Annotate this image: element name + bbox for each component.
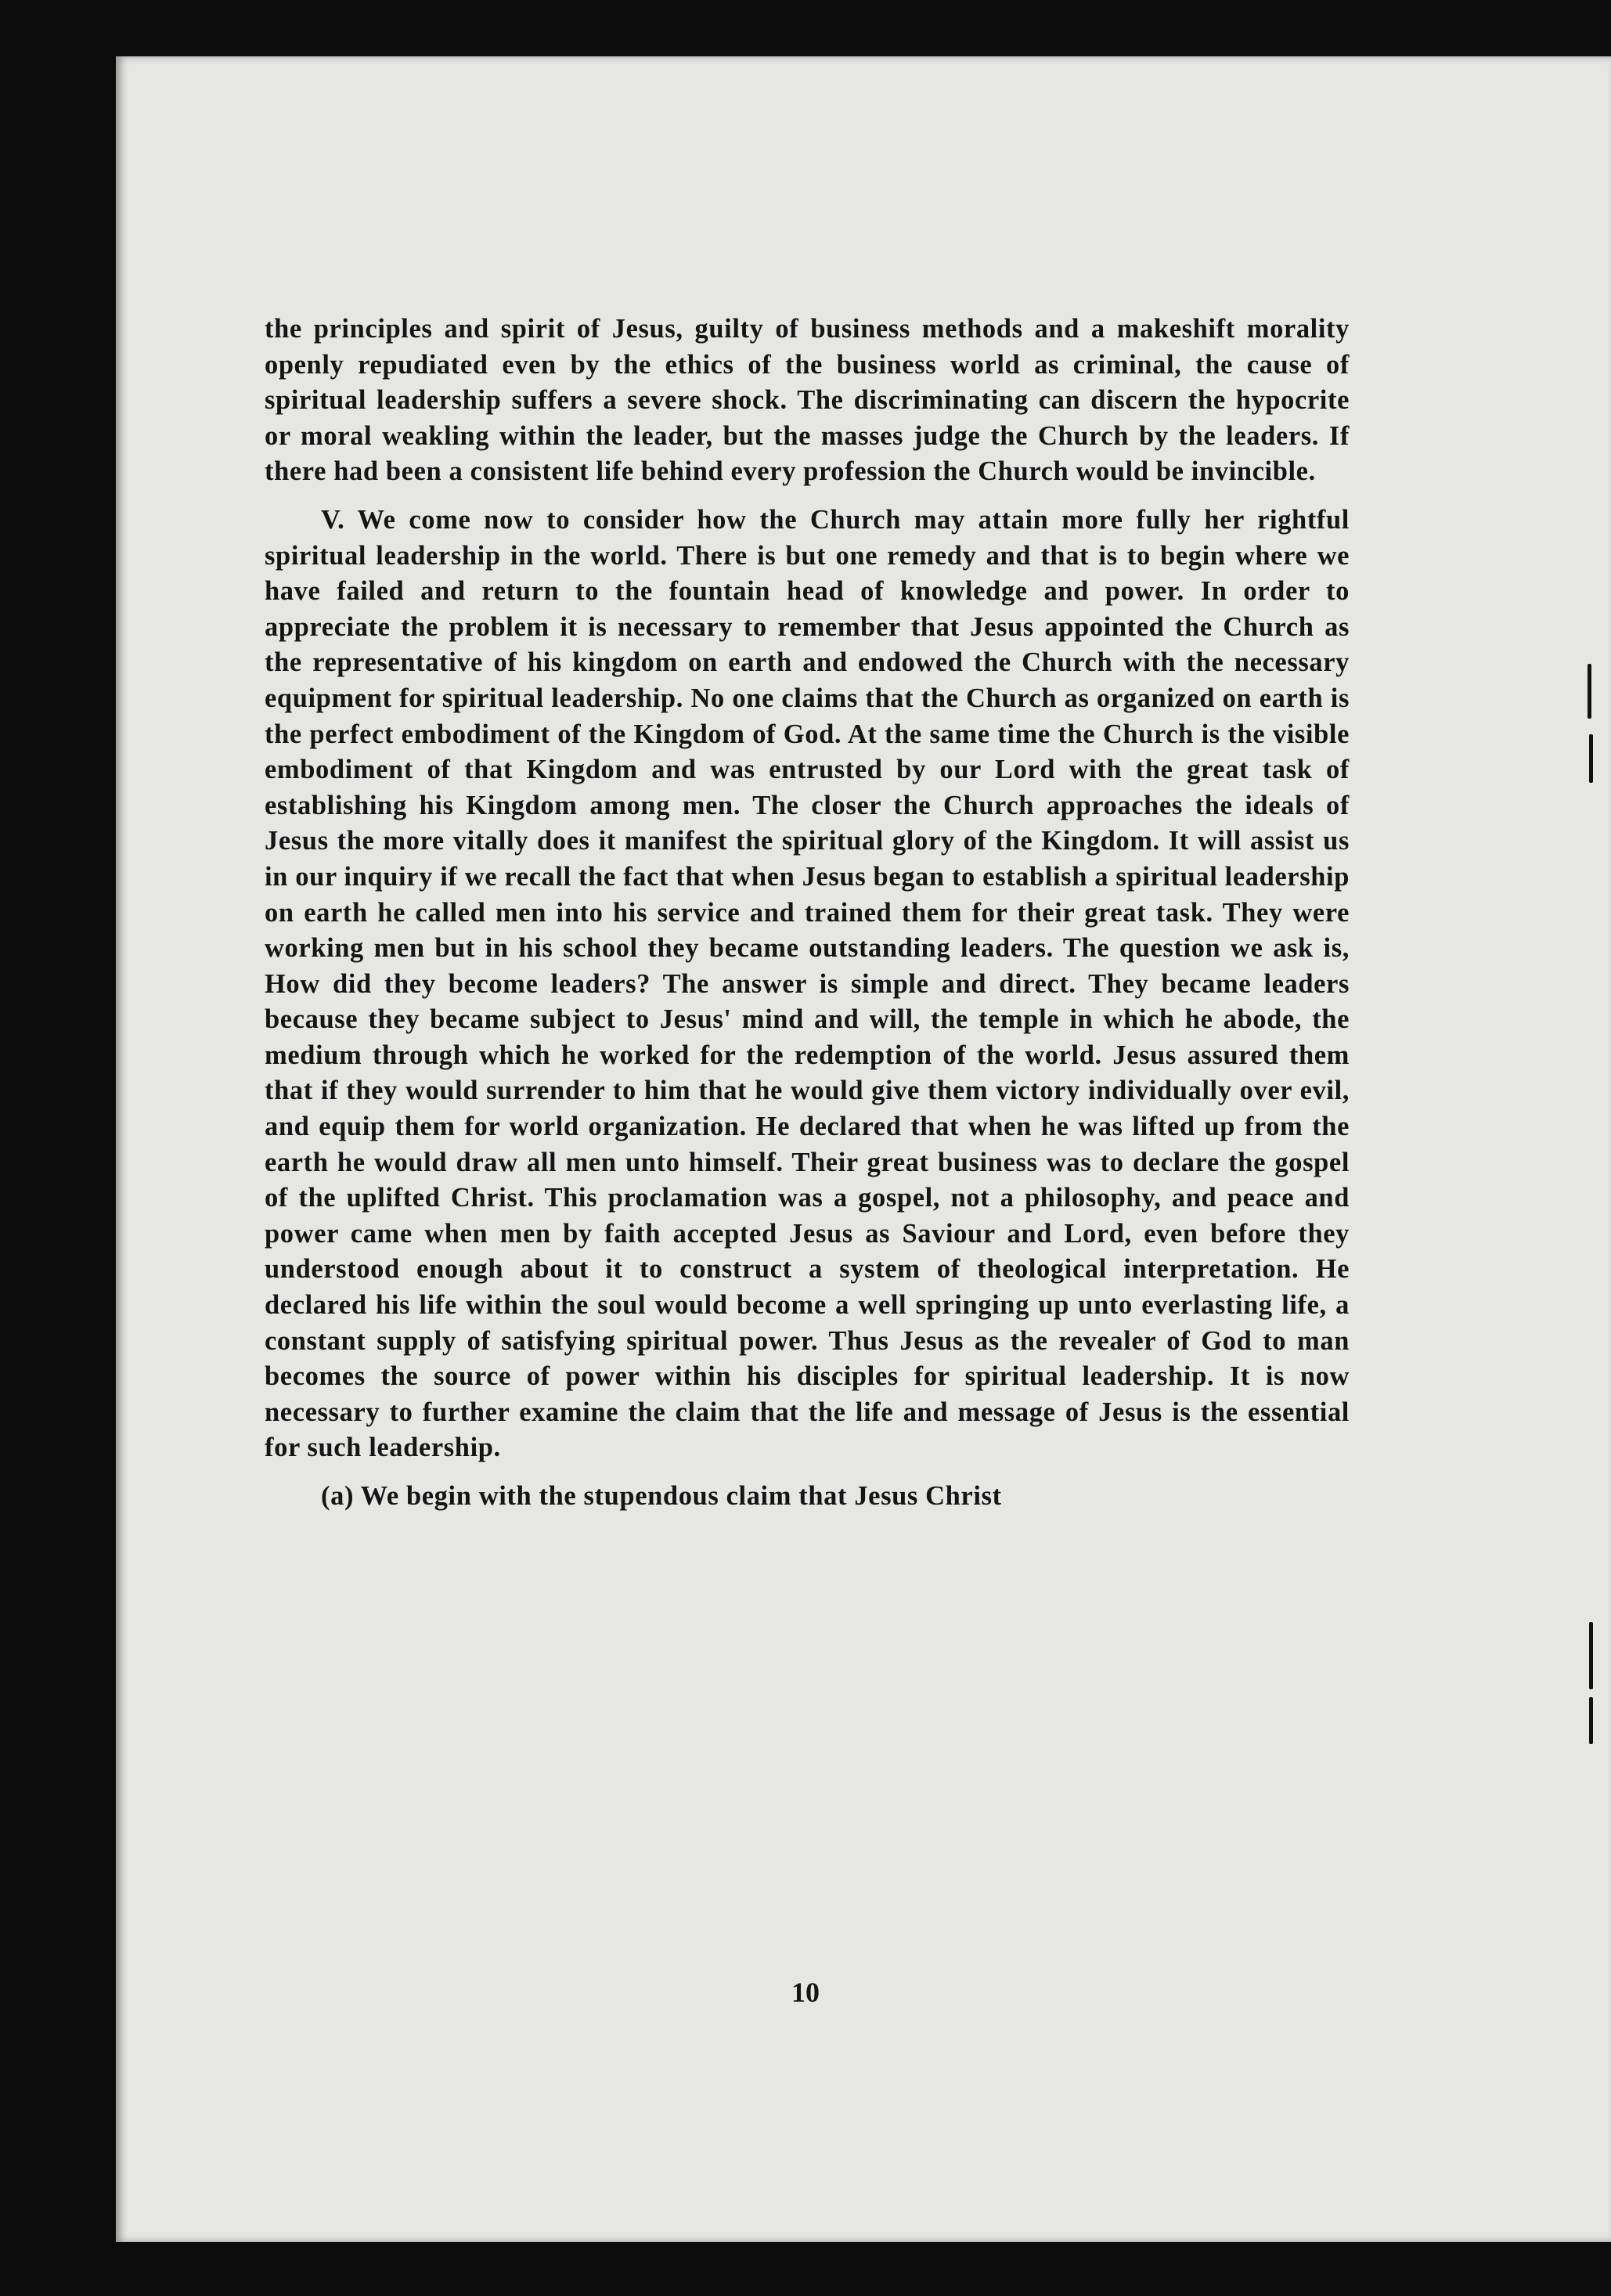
margin-mark [1589,1697,1593,1744]
page-number: 10 [791,1977,820,2008]
paragraph-a: (a) We begin with the stupendous claim that Jesus Christ [321,1481,1002,1511]
margin-mark [1588,664,1591,719]
paragraph-continuation: the principles and spirit of Jesus, guilty of business methods and a makeshift morality openly repudiated even by the ethics of the business world as criminal, the cause of spiritual leadership suffers a severe shock. The discriminating can discern the hypocrite or moral weakling within the leader, but the masses judge the Church by the leaders. If there had been a consistent life behind every profession the Church would be invincible. [265,314,1350,487]
body-text [265,312,1350,1515]
margin-mark [1589,1622,1593,1689]
margin-mark [1589,734,1593,783]
paragraph-section-v: V. We come now to consider how the Church may attain more fully her rightful spiritual leadership in the world. There is but one remedy and that is to begin where we have failed and return to the fountain head of knowledge and power. In order to appreciate the problem it is necessary to remember that Jesus appointed the Church as the representative of his kingdom on earth and endowed the Church with the necessary equipment for spiritual leadership. No one claims that the Church as organized on earth is the perfect embodiment of the Kingdom of God. At the same time the Church is the visible embodiment of that Kingdom and was entrusted by our Lord with the great task of establishing his Kingdom among men. The closer the Church approaches the ideals of Jesus the more vitally does it manifest the spiritual glory of the Kingdom. It will assist us in our inquiry if we recall the fact that when Jesus began to establish a spiritual leadership on earth he called men into his service and trained them for their great task. They were working men but in his school they became outstanding leaders. The question we ask is, How did they become leaders? The answer is simple and direct. They became leaders because they became subject to Jesus' mind and will, the temple in which he abode, the medium through which he worked for the redemption of the world. Jesus assured them that if they would surrender to him that he would give them victory individually over evil, and equip them for world organization. He declared that when he was lifted up from the earth he would draw all men unto himself. Their great business was to declare the gospel of the uplifted Christ. This proclamation was a gospel, not a philosophy, and peace and power came when men by faith accepted Jesus as Saviour and Lord, even before they understood enough about it to construct a system of theological interpretation. He declared his life within the soul would become a well springing up unto everlasting life, a constant supply of satisfying spiritual power. Thus Jesus as the revealer of God to man becomes the source of power within his disciples for spiritual leadership. It is now necessary to further examine the claim that the life and message of Jesus is the essential for such leadership. [265,504,1350,1463]
